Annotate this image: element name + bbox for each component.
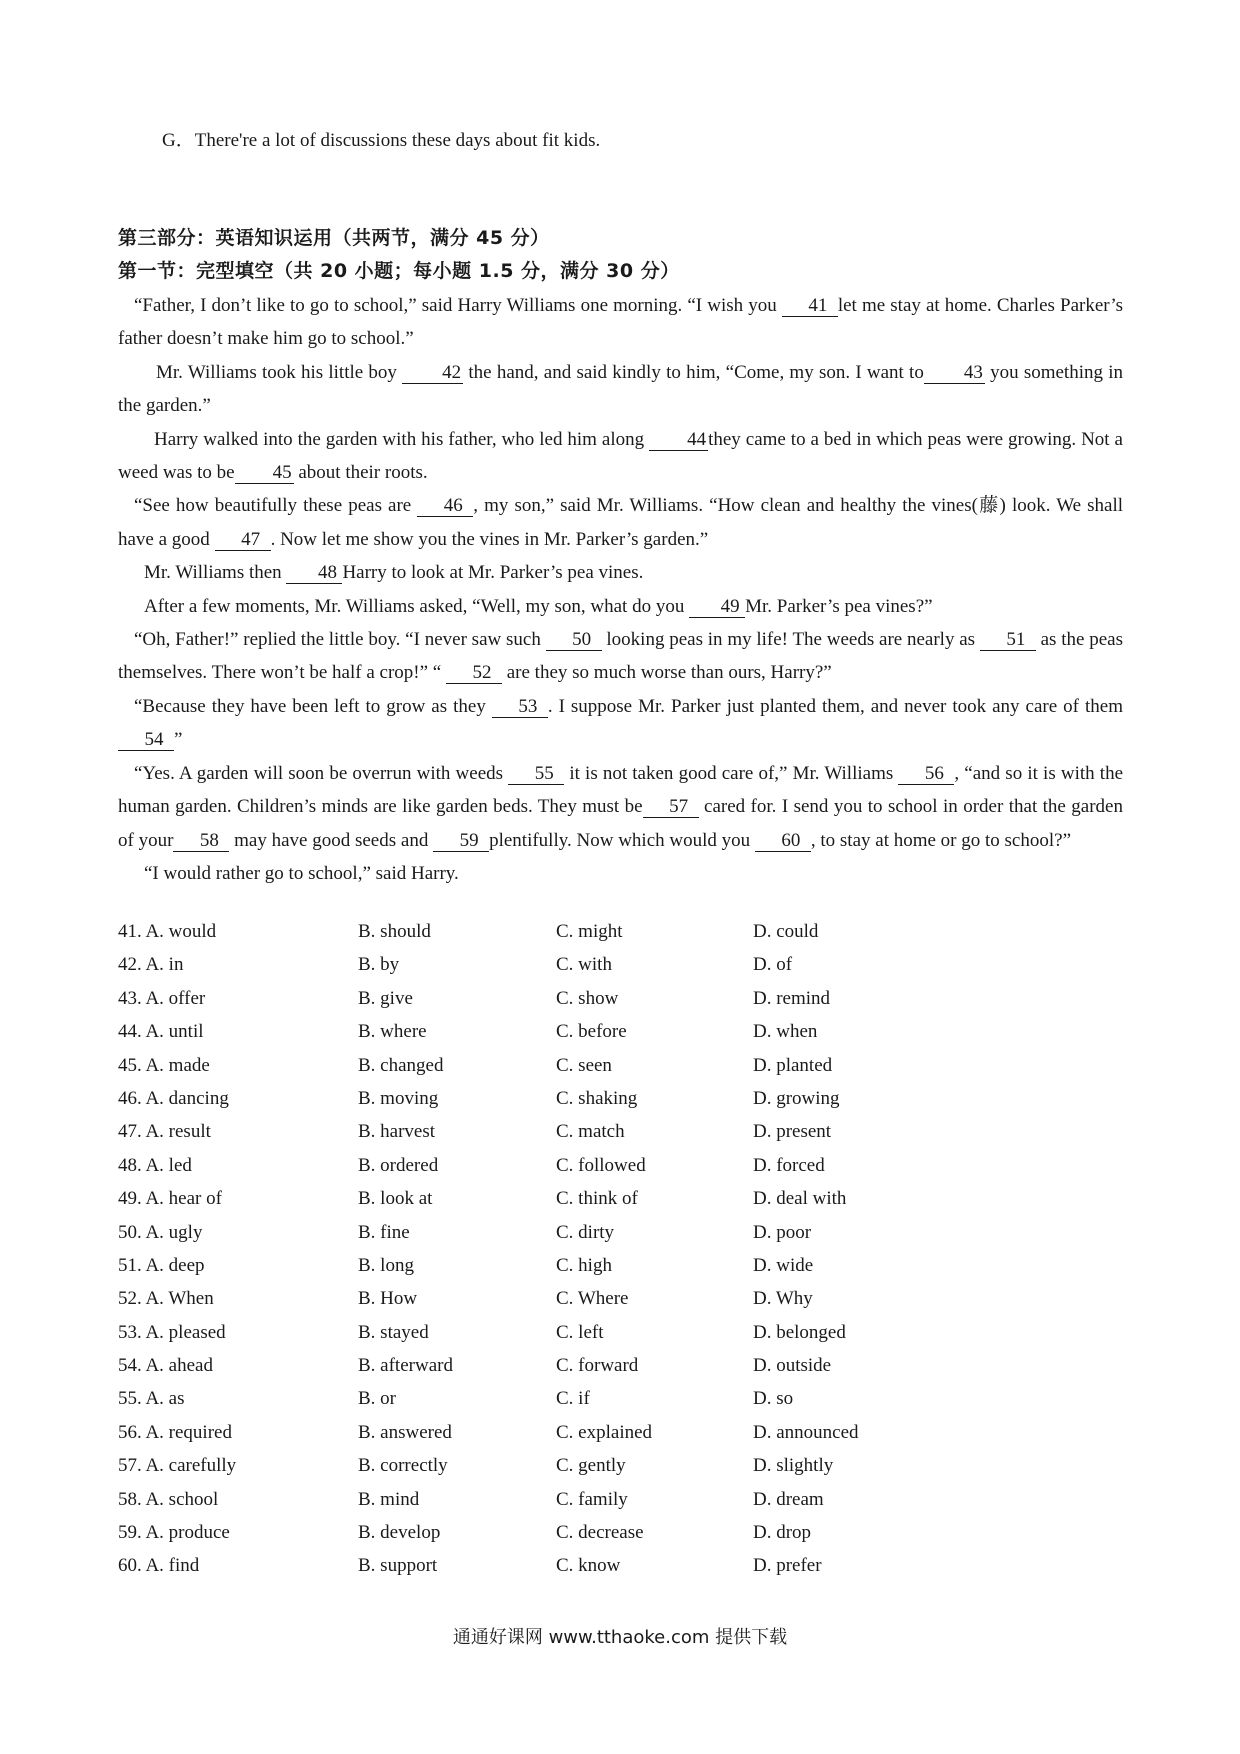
blank-43: 43: [924, 363, 985, 384]
blank-57: 57: [643, 797, 699, 818]
passage-text: “See how beautifully these peas are: [134, 495, 418, 517]
option-d: D. poor: [753, 1221, 812, 1243]
passage-text: After a few moments, Mr. Williams asked, “Well, my son, what do you: [144, 595, 690, 617]
option-a: A. pleased: [145, 1321, 226, 1343]
question-number: 43.: [118, 987, 142, 1009]
option-d: D. could: [753, 921, 819, 942]
passage-text: plentifully. Now which would you: [489, 829, 755, 851]
passage-paragraph: [118, 857, 1123, 890]
passage-text: ”: [174, 729, 183, 751]
question-stem: [118, 1188, 222, 1210]
passage-text: Harry to look at Mr. Parker’s pea vines.: [342, 562, 644, 584]
passage-text: Harry walked into the garden with his father, who led him along: [154, 428, 650, 450]
passage-text: let me stay at home. Charles Parker’s father doesn’t make him go to school.”: [118, 295, 1123, 350]
option-a: A. made: [145, 1054, 210, 1076]
option-b: B. should: [358, 921, 431, 942]
blank-48: 48: [286, 563, 342, 584]
option-a: A. When: [145, 1288, 214, 1310]
option-a: A. ugly: [145, 1221, 203, 1243]
question-stem: [118, 1322, 226, 1344]
question-number: 53.: [118, 1321, 142, 1343]
option-c: C. high: [556, 1254, 612, 1276]
passage-text: as the peas themselves. There won’t be half a crop!” “: [118, 629, 1123, 684]
option-b: B. develop: [358, 1522, 441, 1544]
blank-47: 47: [215, 530, 271, 551]
question-number: 60.: [118, 1555, 142, 1577]
option-c: C. think of: [556, 1188, 638, 1210]
blank-45: 45: [235, 463, 294, 484]
option-d: D. dream: [753, 1488, 824, 1510]
blank-46: 46: [417, 496, 473, 517]
question-stem: [118, 1555, 199, 1577]
option-a: A. deep: [145, 1254, 205, 1276]
option-b: B. look at: [358, 1188, 433, 1210]
option-d: D. of: [753, 954, 793, 976]
option-d: D. wide: [753, 1254, 814, 1276]
option-b: B. afterward: [358, 1355, 453, 1377]
question-stem: [118, 1055, 210, 1077]
passage-paragraph: [118, 289, 1123, 356]
passage-text: “Yes. A garden will soon be overrun with weeds: [134, 762, 509, 784]
option-d: D. when: [753, 1021, 818, 1043]
option-c: C. forward: [556, 1355, 639, 1377]
option-c: C. Where: [556, 1288, 629, 1310]
question-stem: [118, 1522, 230, 1544]
option-c: C. know: [556, 1555, 621, 1577]
option-a: A. dancing: [145, 1087, 229, 1109]
option-d: D. forced: [753, 1154, 825, 1176]
option-c: C. seen: [556, 1054, 612, 1076]
question-number: 56.: [118, 1421, 142, 1443]
blank-60: 60: [755, 831, 811, 852]
passage-text: “I would rather go to school,” said Harry.: [144, 862, 459, 884]
option-b: B. stayed: [358, 1321, 429, 1343]
passage-paragraph: [118, 590, 1123, 623]
passage-text: , my son,” said Mr. Williams. “How clean and healthy the vines(藤) look. We shall have a good: [118, 495, 1123, 550]
question-number: 45.: [118, 1054, 142, 1076]
option-d: D. remind: [753, 987, 831, 1009]
passage-text: . I suppose Mr. Parker just planted them, and never took any care of them: [547, 695, 1123, 717]
option-a: A. offer: [145, 987, 206, 1009]
question-stem: [118, 1088, 229, 1110]
passage-text: “Because they have been left to grow as they: [134, 695, 492, 717]
question-number: 49.: [118, 1188, 142, 1210]
option-c: C. shaking: [556, 1087, 638, 1109]
option-b: B. give: [358, 987, 413, 1009]
option-c: C. might: [556, 921, 623, 942]
question-number: 57.: [118, 1455, 142, 1477]
option-d: D. prefer: [753, 1555, 822, 1577]
option-d: D. present: [753, 1121, 832, 1143]
question-number: 41.: [118, 921, 142, 942]
option-c: C. followed: [556, 1154, 646, 1176]
question-number: 47.: [118, 1121, 142, 1143]
footer-source: 通通好课网 www.tthaoke.com 提供下载: [452, 1627, 788, 1648]
passage-text: , to stay at home or go to school?”: [810, 829, 1072, 851]
option-d: D. deal with: [753, 1188, 847, 1210]
passage-text: the hand, and said kindly to him, “Come, my son. I want to: [463, 361, 924, 383]
blank-41: 41: [782, 296, 838, 317]
option-d: D. drop: [753, 1522, 812, 1544]
option-c: C. explained: [556, 1421, 653, 1443]
passage-text: , “and so it is with the human garden. Children’s minds are like garden beds. They must be: [118, 762, 1124, 818]
option-d: D. planted: [753, 1054, 833, 1076]
question-number: 44.: [118, 1021, 142, 1043]
option-a: A. find: [145, 1555, 200, 1577]
option-c: C. match: [556, 1121, 625, 1143]
part-heading: 第三部分：英语知识运用（共两节，满分 45 分）: [118, 227, 550, 249]
option-b: B. changed: [358, 1054, 444, 1076]
option-a: A. led: [145, 1154, 192, 1176]
question-stem: [118, 1121, 211, 1143]
option-b: B. harvest: [358, 1121, 436, 1143]
option-c: C. with: [556, 954, 612, 976]
option-b: B. moving: [358, 1087, 439, 1109]
question-stem: [118, 1489, 218, 1511]
passage-text: they came to a bed in which peas were growing. Not a weed was to be: [118, 428, 1123, 484]
option-b: B. correctly: [358, 1455, 448, 1477]
passage-text: Mr. Parker’s pea vines?”: [745, 595, 933, 617]
passage-text: . Now let me show you the vines in Mr. Parker’s garden.”: [270, 528, 709, 550]
option-d: D. growing: [753, 1087, 840, 1109]
option-b: B. support: [358, 1555, 438, 1577]
option-b: B. ordered: [358, 1154, 439, 1176]
question-number: 42.: [118, 954, 142, 976]
question-stem: [118, 988, 205, 1010]
blank-52: 52: [446, 663, 502, 684]
blank-56: 56: [898, 764, 954, 785]
blank-51: 51: [980, 630, 1036, 651]
passage-paragraph: [118, 489, 1123, 556]
option-a: A. until: [145, 1021, 204, 1043]
option-b: B. How: [358, 1288, 418, 1310]
blank-58: 58: [173, 831, 229, 852]
option-b: B. mind: [358, 1488, 420, 1510]
option-c: C. dirty: [556, 1221, 615, 1243]
option-d: D. so: [753, 1388, 794, 1410]
question-stem: [118, 1255, 205, 1277]
blank-49: 49: [689, 597, 745, 618]
option-c: C. family: [556, 1488, 628, 1510]
question-number: 46.: [118, 1087, 142, 1109]
question-stem: [118, 954, 183, 976]
option-c: C. before: [556, 1021, 627, 1043]
blank-53: 53: [492, 697, 548, 718]
option-a: A. carefully: [145, 1455, 237, 1477]
passage-text: may have good seeds and: [229, 829, 434, 851]
question-number: 58.: [118, 1488, 142, 1510]
option-a: A. in: [145, 954, 184, 976]
passage-text: Mr. Williams then: [144, 562, 287, 584]
blank-50: 50: [546, 630, 602, 651]
question-number: 50.: [118, 1221, 142, 1243]
option-a: A. ahead: [145, 1355, 213, 1377]
passage-text: it is not taken good care of,” Mr. Williams: [564, 762, 899, 784]
option-c: C. gently: [556, 1455, 626, 1477]
question-stem: [118, 1455, 236, 1477]
option-d: D. slightly: [753, 1455, 834, 1477]
blank-44: 44: [649, 430, 708, 451]
option-c: C. if: [556, 1388, 590, 1410]
passage-text: cared for. I send you to school in order that the garden of your: [118, 796, 1123, 851]
cloze-passage: [118, 289, 1123, 890]
passage-paragraph: [118, 690, 1123, 757]
option-b: B. fine: [358, 1221, 410, 1243]
option-g-line: G．There're a lot of discussions these days about fit kids.: [162, 130, 601, 151]
passage-paragraph: [118, 623, 1123, 690]
blank-42: 42: [402, 363, 463, 384]
option-a: A. would: [145, 921, 217, 942]
option-a: A. as: [145, 1388, 185, 1410]
question-number: 51.: [118, 1254, 142, 1276]
option-c: C. show: [556, 987, 619, 1009]
option-b: B. long: [358, 1254, 414, 1276]
question-number: 52.: [118, 1288, 142, 1310]
question-stem: [118, 1222, 202, 1244]
passage-paragraph: [118, 423, 1123, 490]
passage-paragraph: [118, 356, 1123, 423]
question-stem: [118, 921, 216, 943]
question-stem: [118, 1355, 213, 1377]
passage-paragraph: [118, 556, 1123, 589]
option-a: A. result: [145, 1121, 211, 1143]
blank-55: 55: [508, 764, 564, 785]
question-number: 48.: [118, 1154, 142, 1176]
option-d: D. Why: [753, 1288, 813, 1310]
passage-paragraph: [118, 757, 1123, 857]
question-stem: [118, 1422, 232, 1444]
option-a: A. hear of: [145, 1188, 222, 1210]
section-heading: 第一节：完型填空（共 20 小题；每小题 1.5 分，满分 30 分）: [118, 260, 680, 282]
question-number: 55.: [118, 1388, 142, 1410]
question-number: 59.: [118, 1522, 142, 1544]
option-a: A. produce: [145, 1522, 230, 1544]
passage-text: about their roots.: [293, 462, 428, 484]
option-d: D. announced: [753, 1421, 859, 1443]
option-b: B. where: [358, 1021, 427, 1043]
option-b: B. by: [358, 954, 400, 976]
passage-text: Mr. Williams took his little boy: [156, 361, 403, 383]
question-number: 54.: [118, 1355, 142, 1377]
passage-text: “Father, I don’t like to go to school,” said Harry Williams one morning. “I wish you: [134, 295, 782, 316]
option-c: C. left: [556, 1321, 604, 1343]
passage-text: are they so much worse than ours, Harry?”: [501, 662, 832, 684]
blank-54: 54: [118, 730, 174, 751]
question-stem: [118, 1155, 192, 1177]
option-d: D. outside: [753, 1355, 832, 1377]
passage-text: you something in the garden.”: [118, 361, 1123, 417]
option-b: B. or: [358, 1388, 396, 1410]
blank-59: 59: [433, 831, 489, 852]
question-stem: [118, 1021, 204, 1043]
passage-text: looking peas in my life! The weeds are nearly as: [601, 629, 980, 651]
question-stem: [118, 1288, 214, 1310]
question-stem: [118, 1388, 185, 1410]
option-b: B. answered: [358, 1421, 452, 1443]
option-a: A. required: [145, 1421, 232, 1443]
option-a: A. school: [145, 1488, 219, 1510]
option-c: C. decrease: [556, 1522, 644, 1544]
option-d: D. belonged: [753, 1321, 846, 1343]
passage-text: “Oh, Father!” replied the little boy. “I never saw such: [134, 629, 546, 651]
